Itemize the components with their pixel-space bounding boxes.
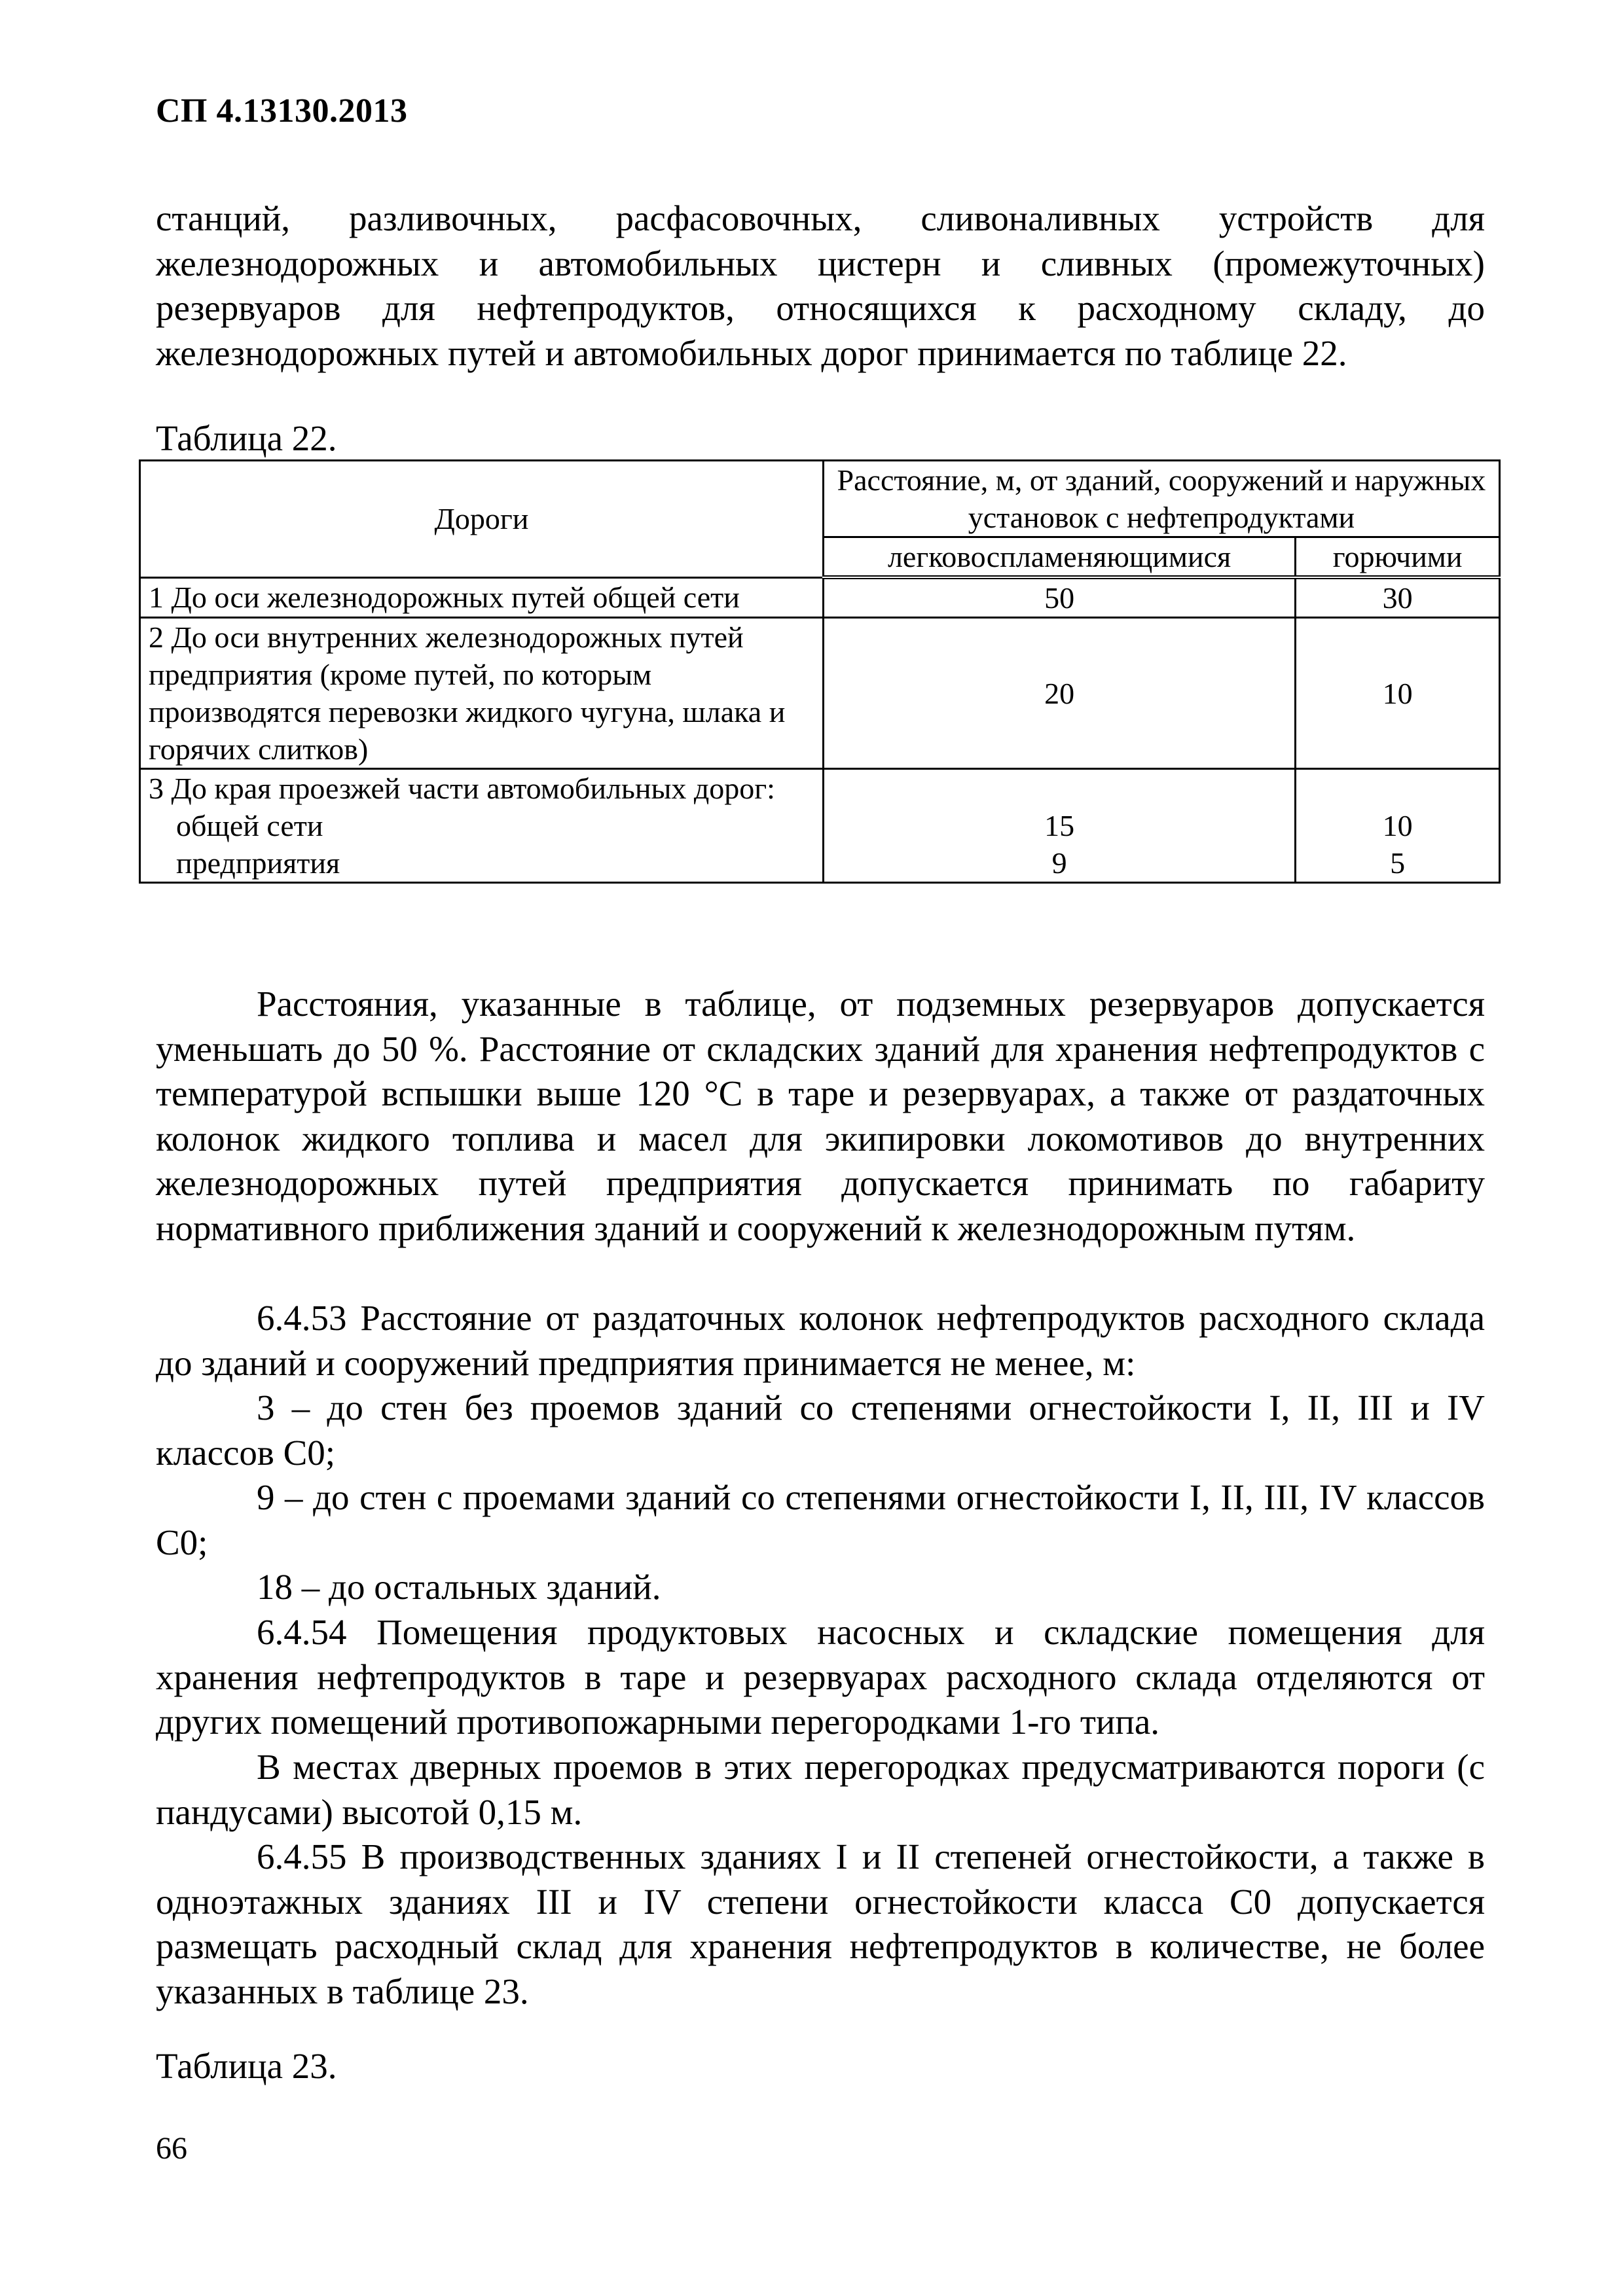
paragraph-distances: Расстояния, указанные в таблице, от подземных резервуаров допускается уменьшать до 50 %. Расстояние от складских зданий для хранения нефтепродуктов с температурой вспышки выше 120 °С в таре и резервуарах, а также от раздаточных колонок жидкого топлива и масел для экипировки локомотивов до внутренних железнодорожных путей предприятия допускается принимать по габариту нормативного приближения зданий и сооружений к железнодорожным путям. <box>156 984 1485 1248</box>
row1-flammable: 50 <box>823 577 1295 618</box>
paragraph-item-18: 18 – до остальных зданий. <box>257 1567 661 1607</box>
paragraph-6-4-53: 6.4.53 Расстояние от раздаточных колонок нефтепродуктов расходного склада до зданий и сооружений предприятия принимается не менее, м: <box>156 1298 1485 1383</box>
row3-sub2-flammable: 9 <box>1051 846 1067 880</box>
row3-sub2-combustible: 5 <box>1390 846 1406 880</box>
page-number: 66 <box>156 2131 187 2166</box>
row3-sub1-flammable: 15 <box>1044 809 1075 842</box>
paragraph-item-9: 9 – до стен с проемами зданий со степенями огнестойкости I, II, III, IV классов С0; <box>156 1477 1485 1562</box>
table23-caption: Таблица 23. <box>156 2046 337 2086</box>
paragraph-item-3: 3 – до стен без проемов зданий со степенями огнестойкости I, II, III и IV классов С0; <box>156 1388 1485 1473</box>
row3-road-cell <box>140 769 824 883</box>
header-flammable: легковоспламеняющимися <box>823 537 1295 578</box>
table-row <box>140 618 1500 769</box>
row3-sub1-combustible: 10 <box>1382 809 1413 842</box>
table-row <box>140 577 1500 618</box>
row3-road: 3 До края проезжей части автомобильных дорог: <box>149 772 775 805</box>
intro-paragraph: станций, разливочных, расфасовочных, сливоналивных устройств для железнодорожных и автомобильных цистерн и сливных (промежуточных) резервуаров для нефтепродуктов, относящихся к расходному складу, до железнодорожных путей и автомобильных дорог принимается по таблице 22. <box>156 198 1485 373</box>
row3-flammable-cell <box>823 769 1295 883</box>
header-distance: Расстояние, м, от зданий, сооружений и наружных установок с нефтепродуктами <box>823 461 1499 537</box>
paragraph-door-openings: В местах дверных проемов в этих перегородках предусматриваются пороги (с пандусами) высотой 0,15 м. <box>156 1747 1485 1832</box>
table22-caption: Таблица 22. <box>156 418 337 458</box>
row3-combustible-cell <box>1296 769 1500 883</box>
table-row <box>140 769 1500 883</box>
row2-combustible: 10 <box>1296 618 1500 769</box>
header-combustible: горючими <box>1296 537 1500 578</box>
row1-combustible: 30 <box>1296 577 1500 618</box>
row2-flammable: 20 <box>823 618 1295 769</box>
paragraph-6-4-55: 6.4.55 В производственных зданиях I и II степеней огнестойкости, а также в одноэтажных зданиях III и IV степени огнестойкости класса С0 допускается размещать расходный склад для хранения нефтепродуктов в количестве, не более указанных в таблице 23. <box>156 1837 1485 2011</box>
header-roads: Дороги <box>140 461 824 578</box>
row2-road: 2 До оси внутренних железнодорожных путей предприятия (кроме путей, по которым производятся перевозки жидкого чугуна, шлака и горячих слитков) <box>140 618 824 769</box>
row3-sub2-label: предприятия <box>176 846 340 880</box>
paragraph-6-4-54: 6.4.54 Помещения продуктовых насосных и складские помещения для хранения нефтепродуктов в таре и резервуарах расходного склада отделяются от других помещений противопожарными перегородками 1-го типа. <box>156 1612 1485 1742</box>
row1-road: 1 До оси железнодорожных путей общей сети <box>140 577 824 618</box>
document-header: СП 4.13130.2013 <box>156 92 408 130</box>
row3-sub1-label: общей сети <box>176 809 323 842</box>
table-22 <box>139 459 1501 884</box>
